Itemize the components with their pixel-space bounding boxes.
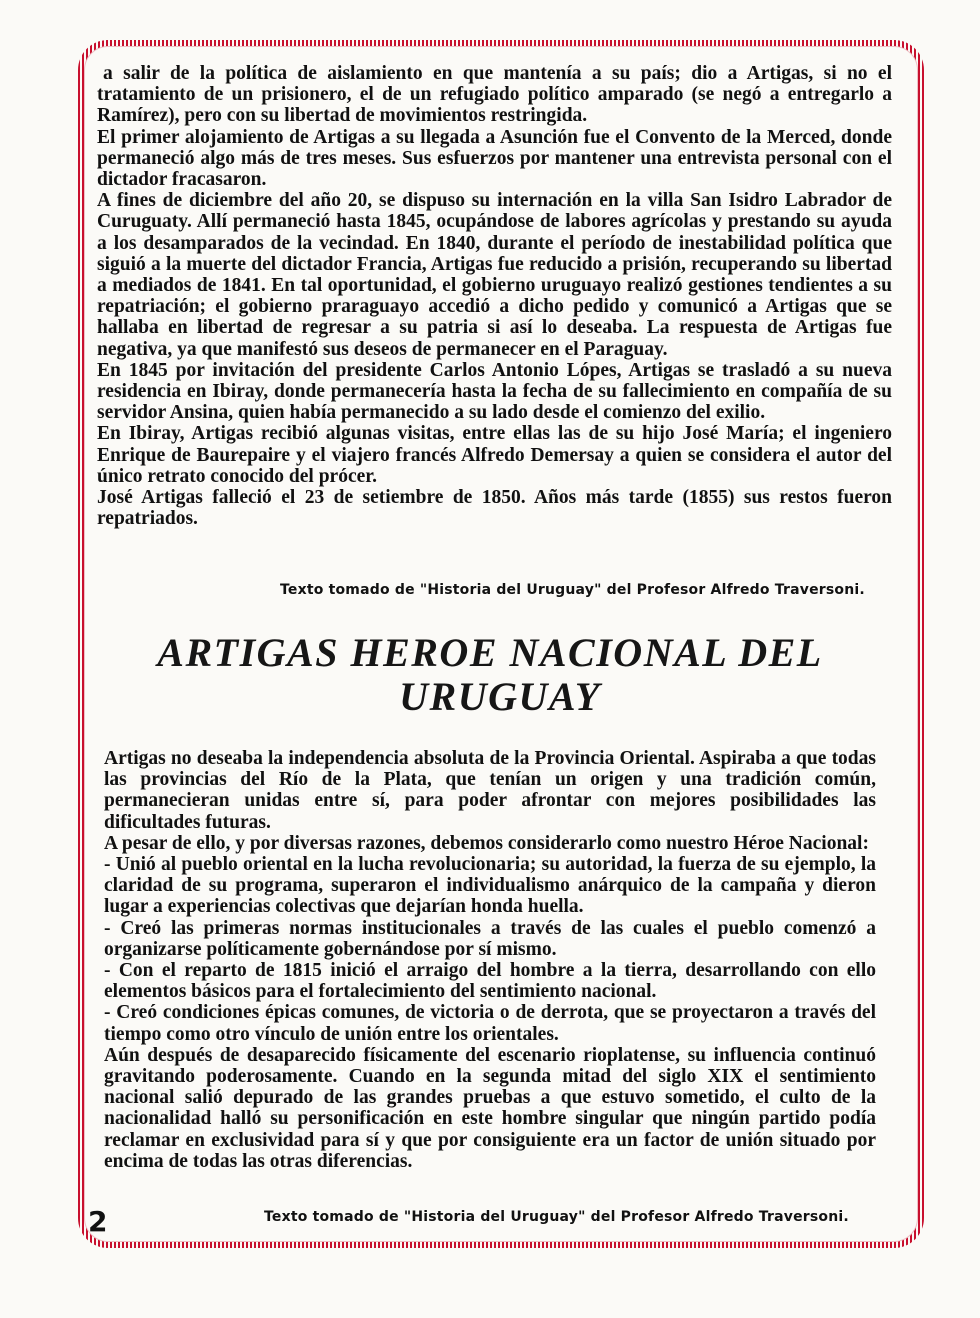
paragraph: En 1845 por invitación del presidente Carlos Antonio Lópes, Artigas se trasladó a su nueva residencia en Ibiray, donde permanecería hasta la fecha de su fallecimiento en compañía de su servidor Ansina, quien había permanecido a su lado desde el comienzo del exilio. (97, 359, 892, 424)
section1-text (97, 63, 892, 529)
paragraph: A pesar de ello, y por diversas razones, debemos considerarlo como nuestro Héroe Nacional: (104, 832, 869, 854)
paragraph: El primer alojamiento de Artigas a su llegada a Asunción fue el Convento de la Merced, donde permaneció algo más de tres meses. Sus esfuerzos por mantener una entrevista personal con el dictador fracasaron. (97, 126, 892, 191)
list-item: - Creó condiciones épicas comunes, de victoria o de derrota, que se proyectaron a través del tiempo como otro vínculo de unión entre los orientales. (104, 1002, 876, 1045)
paragraph: Artigas no deseaba la independencia absoluta de la Provincia Oriental. Aspiraba a que todas las provincias del Río de la Plata, que tenían un origen y una tradición común, permanecieran unidas entre sí, para poder afrontar con mejores posibilidades las dificultades futuras. (104, 748, 876, 833)
section2-text (104, 748, 876, 1172)
heading-line-2: URUGUAY (399, 674, 601, 719)
list-item: - Unió al pueblo oriental en la lucha revolucionaria; su autoridad, la fuerza de su ejemplo, la claridad de su programa, superaron el individualismo anárquico de la campaña y dieron lugar a experiencias colectivas que dejarían honda huella. (104, 854, 876, 918)
list-item: - Con el reparto de 1815 inició el arraigo del hombre a la tierra, desarrollando con ello elementos básicos para el fortalecimiento del sentimiento nacional. (104, 960, 876, 1003)
page-number: 2 (88, 1205, 108, 1238)
paragraph: En Ibiray, Artigas recibió algunas visitas, entre ellas las de su hijo José María; el ingeniero Enrique de Baurepaire y el viajero francés Alfredo Demersay a quien se considera el autor del único retrato conocido del prócer. (97, 423, 892, 487)
paragraph: A fines de diciembre del año 20, se dispuso su internación en la villa San Isidro Labrador de Curuguaty. Allí permaneció hasta 1845, ocupándose de labores agrícolas y prestando su ayuda a los desamparados de la vecindad. En 1840, durante el período de inestabilidad política que siguió a la muerte del dictador Francia, Artigas fue reducido a prisión, recuperando su libertad a mediados de 1841. En tal oportunidad, el gobierno uruguayo realizó gestiones tendientes a su repatriación; el gobierno praraguayo accedió a dicho pedido y comunicó a Artigas que se hallaba en libertad de regresar a su patria si así lo deseaba. La respuesta de Artigas fue negativa, ya que manifestó sus deseos de permanecer en el Paraguay. (97, 190, 892, 360)
paragraph: Aún después de desaparecido físicamente del escenario rioplatense, su influencia continuó gravitando poderosamente. Cuando en la segunda mitad del siglo XIX el sentimiento nacional salió depurado de las grandes pruebas a que estuvo sometido, el culto de la nacionalidad halló su personificación en este hombre singular que ningún partido podía reclamar en exclusividad para sí y que por consiguiente era un factor de unión situado por encima de todas las otras diferencias. (104, 1044, 876, 1172)
paragraph: a salir de la política de aislamiento en que mantenía a su país; dio a Artigas, si no el tratamiento de un prisionero, el de un refugiado político amparado (se negó a entregarlo a Ramírez), pero con su libertad de movimientos restringida. (97, 63, 892, 127)
source-credit: Texto tomado de "Historia del Uruguay" del Profesor Alfredo Traversoni. (280, 582, 865, 598)
heading-line-1: ARTIGAS HEROE NACIONAL DEL (157, 630, 823, 675)
paragraph: José Artigas falleció el 23 de setiembre de 1850. Años más tarde (1855) sus restos fueron repatriados. (97, 487, 892, 530)
source-credit: Texto tomado de "Historia del Uruguay" del Profesor Alfredo Traversoni. (264, 1209, 849, 1225)
list-item: - Creó las primeras normas institucionales a través de las cuales el pueblo comenzó a organizarse políticamente gobernándose por sí mismo. (104, 917, 876, 960)
